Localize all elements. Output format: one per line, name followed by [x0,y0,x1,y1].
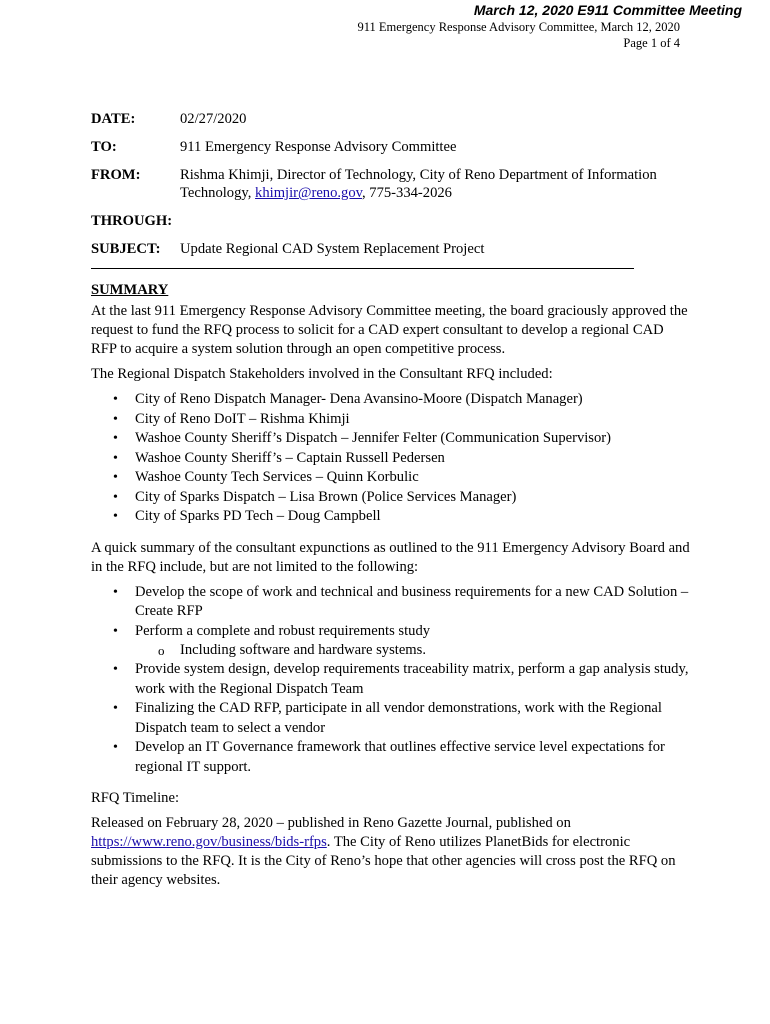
list-item: • City of Reno DoIT – Rishma Khimji [135,410,691,430]
list-item: • Provide system design, develop requirements traceability matrix, perform a gap analysis study, work with the Regional Dispatch Team [135,660,691,699]
through-label: THROUGH: [91,213,173,229]
list-item-text: Perform a complete and robust requirements study [135,622,431,639]
timeline-label: RFQ Timeline: [91,790,179,806]
from-phone: , 775-334-2026 [361,185,452,201]
timeline-text: Released on February 28, 2020 – published in Reno Gazette Journal, published on [91,815,571,831]
sub-list [135,641,691,660]
from-email-link[interactable]: khimjir@reno.gov [255,185,362,201]
list-item: • Washoe County Tech Services – Quinn Korbulic [135,468,691,488]
list-item [135,622,691,661]
memo-body [91,110,691,896]
to-value: 911 Emergency Response Advisory Committee [180,139,457,155]
through-value [180,212,691,230]
to-row [91,138,691,156]
subject-row [91,240,691,258]
from-row [91,166,691,202]
timeline-text-2: . The City of Reno utilizes PlanetBids for electronic submissions to the RFQ. It is the City of Reno’s hope that other agencies will cross post the RFQ on their agency websites. [91,834,676,888]
date-row [91,110,691,128]
through-row [91,212,691,230]
from-text: Rishma Khimji, Director of Technology, City of Reno Department of Information Technology, [180,167,657,201]
sub-list-item: o Including software and hardware systems. [180,641,691,660]
summary-heading: SUMMARY [91,282,169,298]
from-label: FROM: [91,167,141,183]
list-item: • Finalizing the CAD RFP, participate in all vendor demonstrations, work with the Regional Dispatch team to select a vendor [135,699,691,738]
summary-paragraph-3: A quick summary of the consultant expunctions as outlined to the 911 Emergency Advisory Board and in the RFQ include, but are not limited to the following: [91,539,690,575]
page-number: Page 1 of 4 [623,36,680,50]
from-value [180,166,691,202]
list-item: • City of Reno Dispatch Manager- Dena Avansino-Moore (Dispatch Manager) [135,390,691,410]
consultant-functions-list [91,583,691,778]
bids-rfps-link[interactable]: https://www.reno.gov/business/bids-rfps [91,834,327,850]
list-item: • City of Sparks PD Tech – Doug Campbell [135,507,691,527]
to-label: TO: [91,139,117,155]
list-item: • Develop an IT Governance framework that outlines effective service level expectations for regional IT support. [135,738,691,777]
date-value: 02/27/2020 [180,111,247,127]
meeting-title: March 12, 2020 E911 Committee Meeting [473,2,742,18]
list-item: • Washoe County Sheriff’s – Captain Russell Pedersen [135,449,691,469]
timeline-paragraph [91,814,691,890]
subject-label: SUBJECT: [91,241,161,257]
summary-paragraph-1: At the last 911 Emergency Response Advisory Committee meeting, the board graciously approved the request to fund the RFQ process to solicit for a CAD expert consultant to develop a regional CAD RFP to acquire a system solution through an open competitive process. [91,303,688,357]
list-item: • Develop the scope of work and technical and business requirements for a new CAD Solution – Create RFP [135,583,691,622]
date-label: DATE: [91,111,136,127]
stakeholder-list [91,390,691,527]
list-item: • City of Sparks Dispatch – Lisa Brown (Police Services Manager) [135,488,691,508]
list-item: • Washoe County Sheriff’s Dispatch – Jennifer Felter (Communication Supervisor) [135,429,691,449]
subject-value: Update Regional CAD System Replacement Project [180,241,485,257]
divider-line [91,268,634,269]
summary-paragraph-2: The Regional Dispatch Stakeholders involved in the Consultant RFQ included: [91,366,553,382]
header-committee-line: 911 Emergency Response Advisory Committee, March 12, 2020 [357,20,680,34]
